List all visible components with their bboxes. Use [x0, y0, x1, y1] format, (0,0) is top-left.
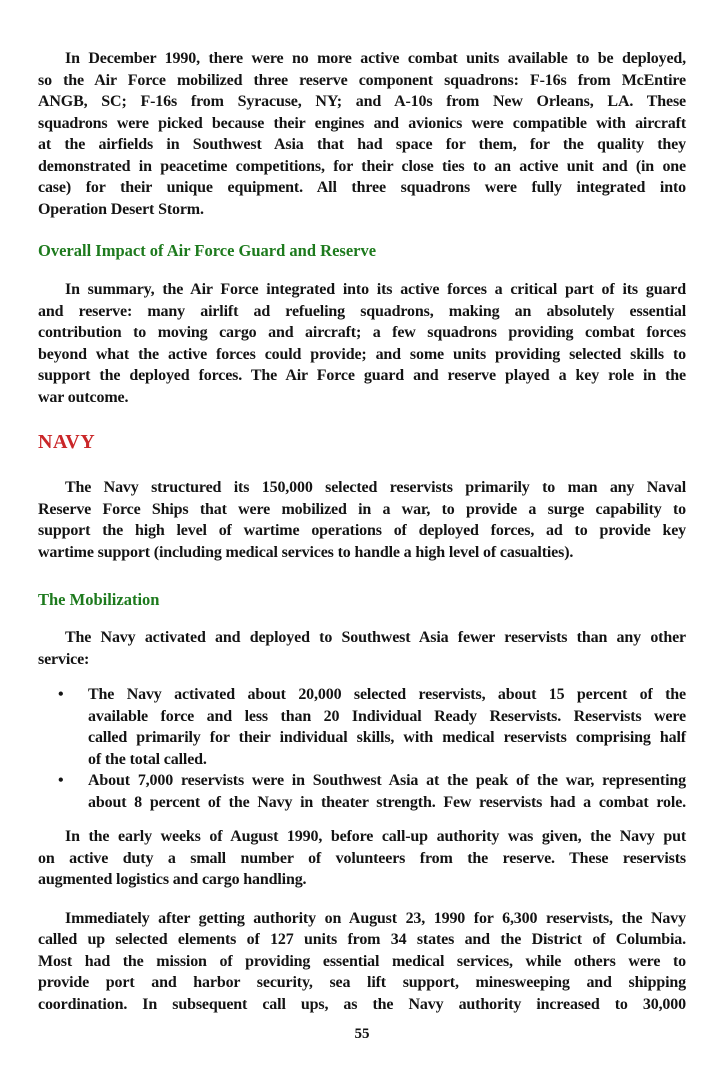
text-line: so the Air Force mobilized three reserve component squadrons: F-16s from McEntire [38, 71, 686, 89]
text-line: wartime support (including medical services to handle a high level of casualties). [38, 543, 574, 561]
text-line: In the early weeks of August 1990, before call-up authority was given, the Navy put [65, 828, 686, 845]
text-line: Operation Desert Storm. [38, 200, 204, 218]
text-line: demonstrated in peacetime competitions, for their close ties to an active unit and (in one [38, 157, 686, 175]
text-line: service: [38, 650, 90, 668]
text-line: The Navy structured its 150,000 selected reservists primarily to man any Naval [65, 479, 686, 496]
text-line: coordination. In subsequent call ups, as the Navy authority increased to 30,000 [38, 995, 686, 1013]
text-line: called up selected elements of 127 units from 34 states and the District of Columbia. [38, 931, 686, 948]
bullet-text-selected-reservists [88, 684, 686, 770]
bullet-marker: • [58, 772, 64, 789]
paragraph-call-up-authority [38, 908, 686, 1016]
text-line: on active duty a small number of volunteers from the reserve. These reservists [38, 849, 686, 867]
bullet-list [38, 684, 686, 813]
text-line: Most had the mission of providing essential medical services, while others were to [38, 952, 686, 970]
section-heading-mobilization: The Mobilization [38, 590, 160, 609]
paragraph-air-force-summary [38, 279, 686, 408]
text-line: of the total called. [88, 750, 207, 768]
bullet-item [38, 770, 686, 813]
text-line: Reserve Force Ships that were mobilized in a war, to provide a surge capability to [38, 500, 686, 518]
bullet-marker: • [58, 686, 64, 703]
text-line: ANGB, SC; F-16s from Syracuse, NY; and A-10s from New Orleans, LA. These [38, 93, 686, 110]
text-line: support the deployed forces. The Air Force guard and reserve played a key role in the [38, 367, 686, 384]
text-line: The Navy activated and deployed to Southwest Asia fewer reservists than any other [65, 629, 686, 646]
text-line: In December 1990, there were no more active combat units available to be deployed, [65, 50, 686, 67]
paragraph-navy-activated [38, 627, 686, 670]
text-line: About 7,000 reservists were in Southwest Asia at the peak of the war, representing [88, 772, 686, 789]
section-heading-navy: NAVY [38, 431, 96, 453]
text-line: squadrons were picked because their engines and avionics were compatible with aircraft [38, 114, 686, 132]
paragraph-navy-structure [38, 477, 686, 563]
text-line: provide port and harbor security, sea lift support, minesweeping and shipping [38, 974, 686, 991]
text-line: beyond what the active forces could provide; and some units providing selected skills to [38, 345, 686, 363]
text-line: and reserve: many airlift ad refueling squadrons, making an absolutely essential [38, 302, 686, 320]
text-line: In summary, the Air Force integrated into its active forces a critical part of its guard [65, 281, 686, 298]
text-line: contribution to moving cargo and aircraft; a few squadrons providing combat forces [38, 324, 686, 341]
bullet-text-peak-of-war [88, 770, 686, 813]
bullet-item [38, 684, 686, 770]
paragraph-december-1990 [38, 48, 686, 220]
text-line: available force and less than 20 Individual Ready Reservists. Reservists were [88, 707, 686, 725]
section-heading-air-force-impact: Overall Impact of Air Force Guard and Reserve [38, 241, 377, 260]
page-number: 55 [354, 1026, 370, 1042]
text-line: augmented logistics and cargo handling. [38, 871, 307, 888]
text-line: about 8 percent of the Navy in theater strength. Few reservists had a combat role. [88, 793, 686, 811]
text-line: The Navy activated about 20,000 selected reservists, about 15 percent of the [88, 686, 686, 703]
text-line: war outcome. [38, 388, 129, 406]
text-line: support the high level of wartime operations of deployed forces, ad to provide key [38, 522, 686, 539]
text-line: case) for their unique equipment. All three squadrons were fully integrated into [38, 179, 686, 196]
text-line: Immediately after getting authority on August 23, 1990 for 6,300 reservists, the Navy [65, 909, 686, 927]
text-line: called primarily for their individual skills, with medical reservists comprising half [88, 729, 686, 746]
text-line: at the airfields in Southwest Asia that had space for them, for the quality they [38, 136, 686, 153]
paragraph-early-weeks [38, 826, 686, 891]
